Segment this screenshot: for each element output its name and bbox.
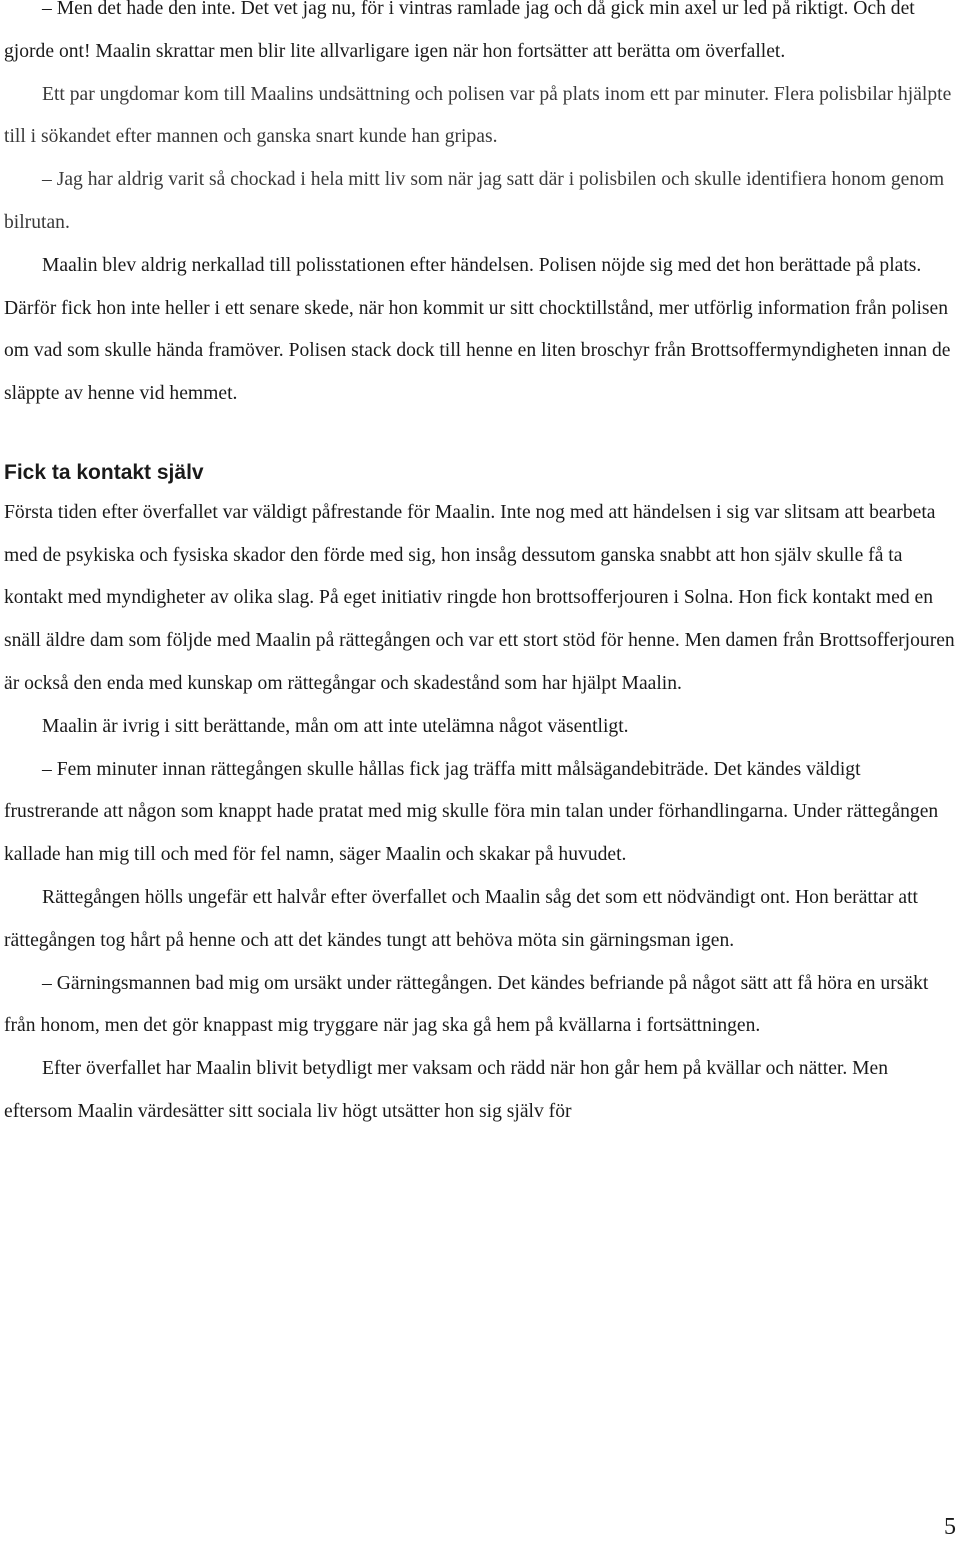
paragraph-dialogue-counsel: – Fem minuter innan rättegången skulle hållas fick jag träffa mitt målsägandebiträde. Det kändes väldigt frustrerande att någon som knappt hade pratat med mig skulle föra min talan under förhandlingarna. Under rättegången kallade han mig till och med för fel namn, säger Maalin och skakar på huvudet. (4, 758, 939, 866)
paragraph-dialogue-shoulder: – Men det hade den inte. Det vet jag nu, för i vintras ramlade jag och då gick min axel ur led på riktigt. Och det gjorde ont! Maalin skrattar men blir lite allvarligare igen när hon fortsätter att berätta om överfallet. (4, 0, 915, 62)
paragraph-after-assault: Efter överfallet har Maalin blivit betydligt mer vaksam och rädd när hon går hem på kvällar och nätter. Men eftersom Maalin värdesätter sitt sociala liv högt utsätter hon sig själv för (4, 1058, 889, 1122)
paragraph-police-arrival: Ett par ungdomar kom till Maalins undsättning och polisen var på plats inom ett par minuter. Flera polisbilar hjälpte till i sökandet efter mannen och ganska snart kunde han gripas. (4, 83, 952, 148)
paragraph-first-time: Första tiden efter överfallet var väldigt påfrestande för Maalin. Inte nog med att händelsen i sig var slitsam att bearbeta med de psykiska och fysiska skador den förde med sig, hon insåg dessutom ganska snabbt att hon själv skulle få ta kontakt med myndigheter av olika slag. På eget initiativ ringde hon brottsofferjouren i Solna. Hon fick kontakt med en snäll äldre dam som följde med Maalin på rättegången och var ett stort stöd för henne. Men damen från Brottsofferjouren är också den enda med kunskap om rättegångar och skadestånd som har hjälpt Maalin. (4, 501, 955, 694)
paragraph-police-station: Maalin blev aldrig nerkallad till polisstationen efter händelsen. Polisen nöjde sig med det hon berättade på plats. Därför fick hon inte heller i ett senare skede, när hon kommit ur sitt chocktillstånd, mer utförlig information från polisen om vad som skulle hända framöver. Polisen stack dock till henne en liten broschyr från Brottsoffermyndigheten innan de släppte av henne vid hemmet. (4, 254, 951, 405)
document-page (4, 0, 956, 1134)
paragraph-dialogue-identification: – Jag har aldrig varit så chockad i hela mitt liv som när jag satt där i polisbilen och skulle identifiera honom genom bilrutan. (4, 169, 945, 233)
paragraph-trial: Rättegången hölls ungefär ett halvår efter överfallet och Maalin såg det som ett nödvändigt ont. Hon berättar att rättegången tog hårt på henne och att det kändes tungt att behöva möta sin gärningsman igen. (4, 886, 918, 951)
paragraph-dialogue-apology: – Gärningsmannen bad mig om ursäkt under rättegången. Det kändes befriande på något sätt att få höra en ursäkt från honom, men det gör knappast mig tryggare när jag ska gå hem på kvällarna i fortsättningen. (4, 972, 929, 1037)
page-number: 5 (944, 1514, 956, 1540)
paragraph-eager-telling: Maalin är ivrig i sitt berättande, mån om att inte utelämna något väsentligt. (42, 715, 629, 737)
section-heading: Fick ta kontakt själv (4, 460, 204, 484)
